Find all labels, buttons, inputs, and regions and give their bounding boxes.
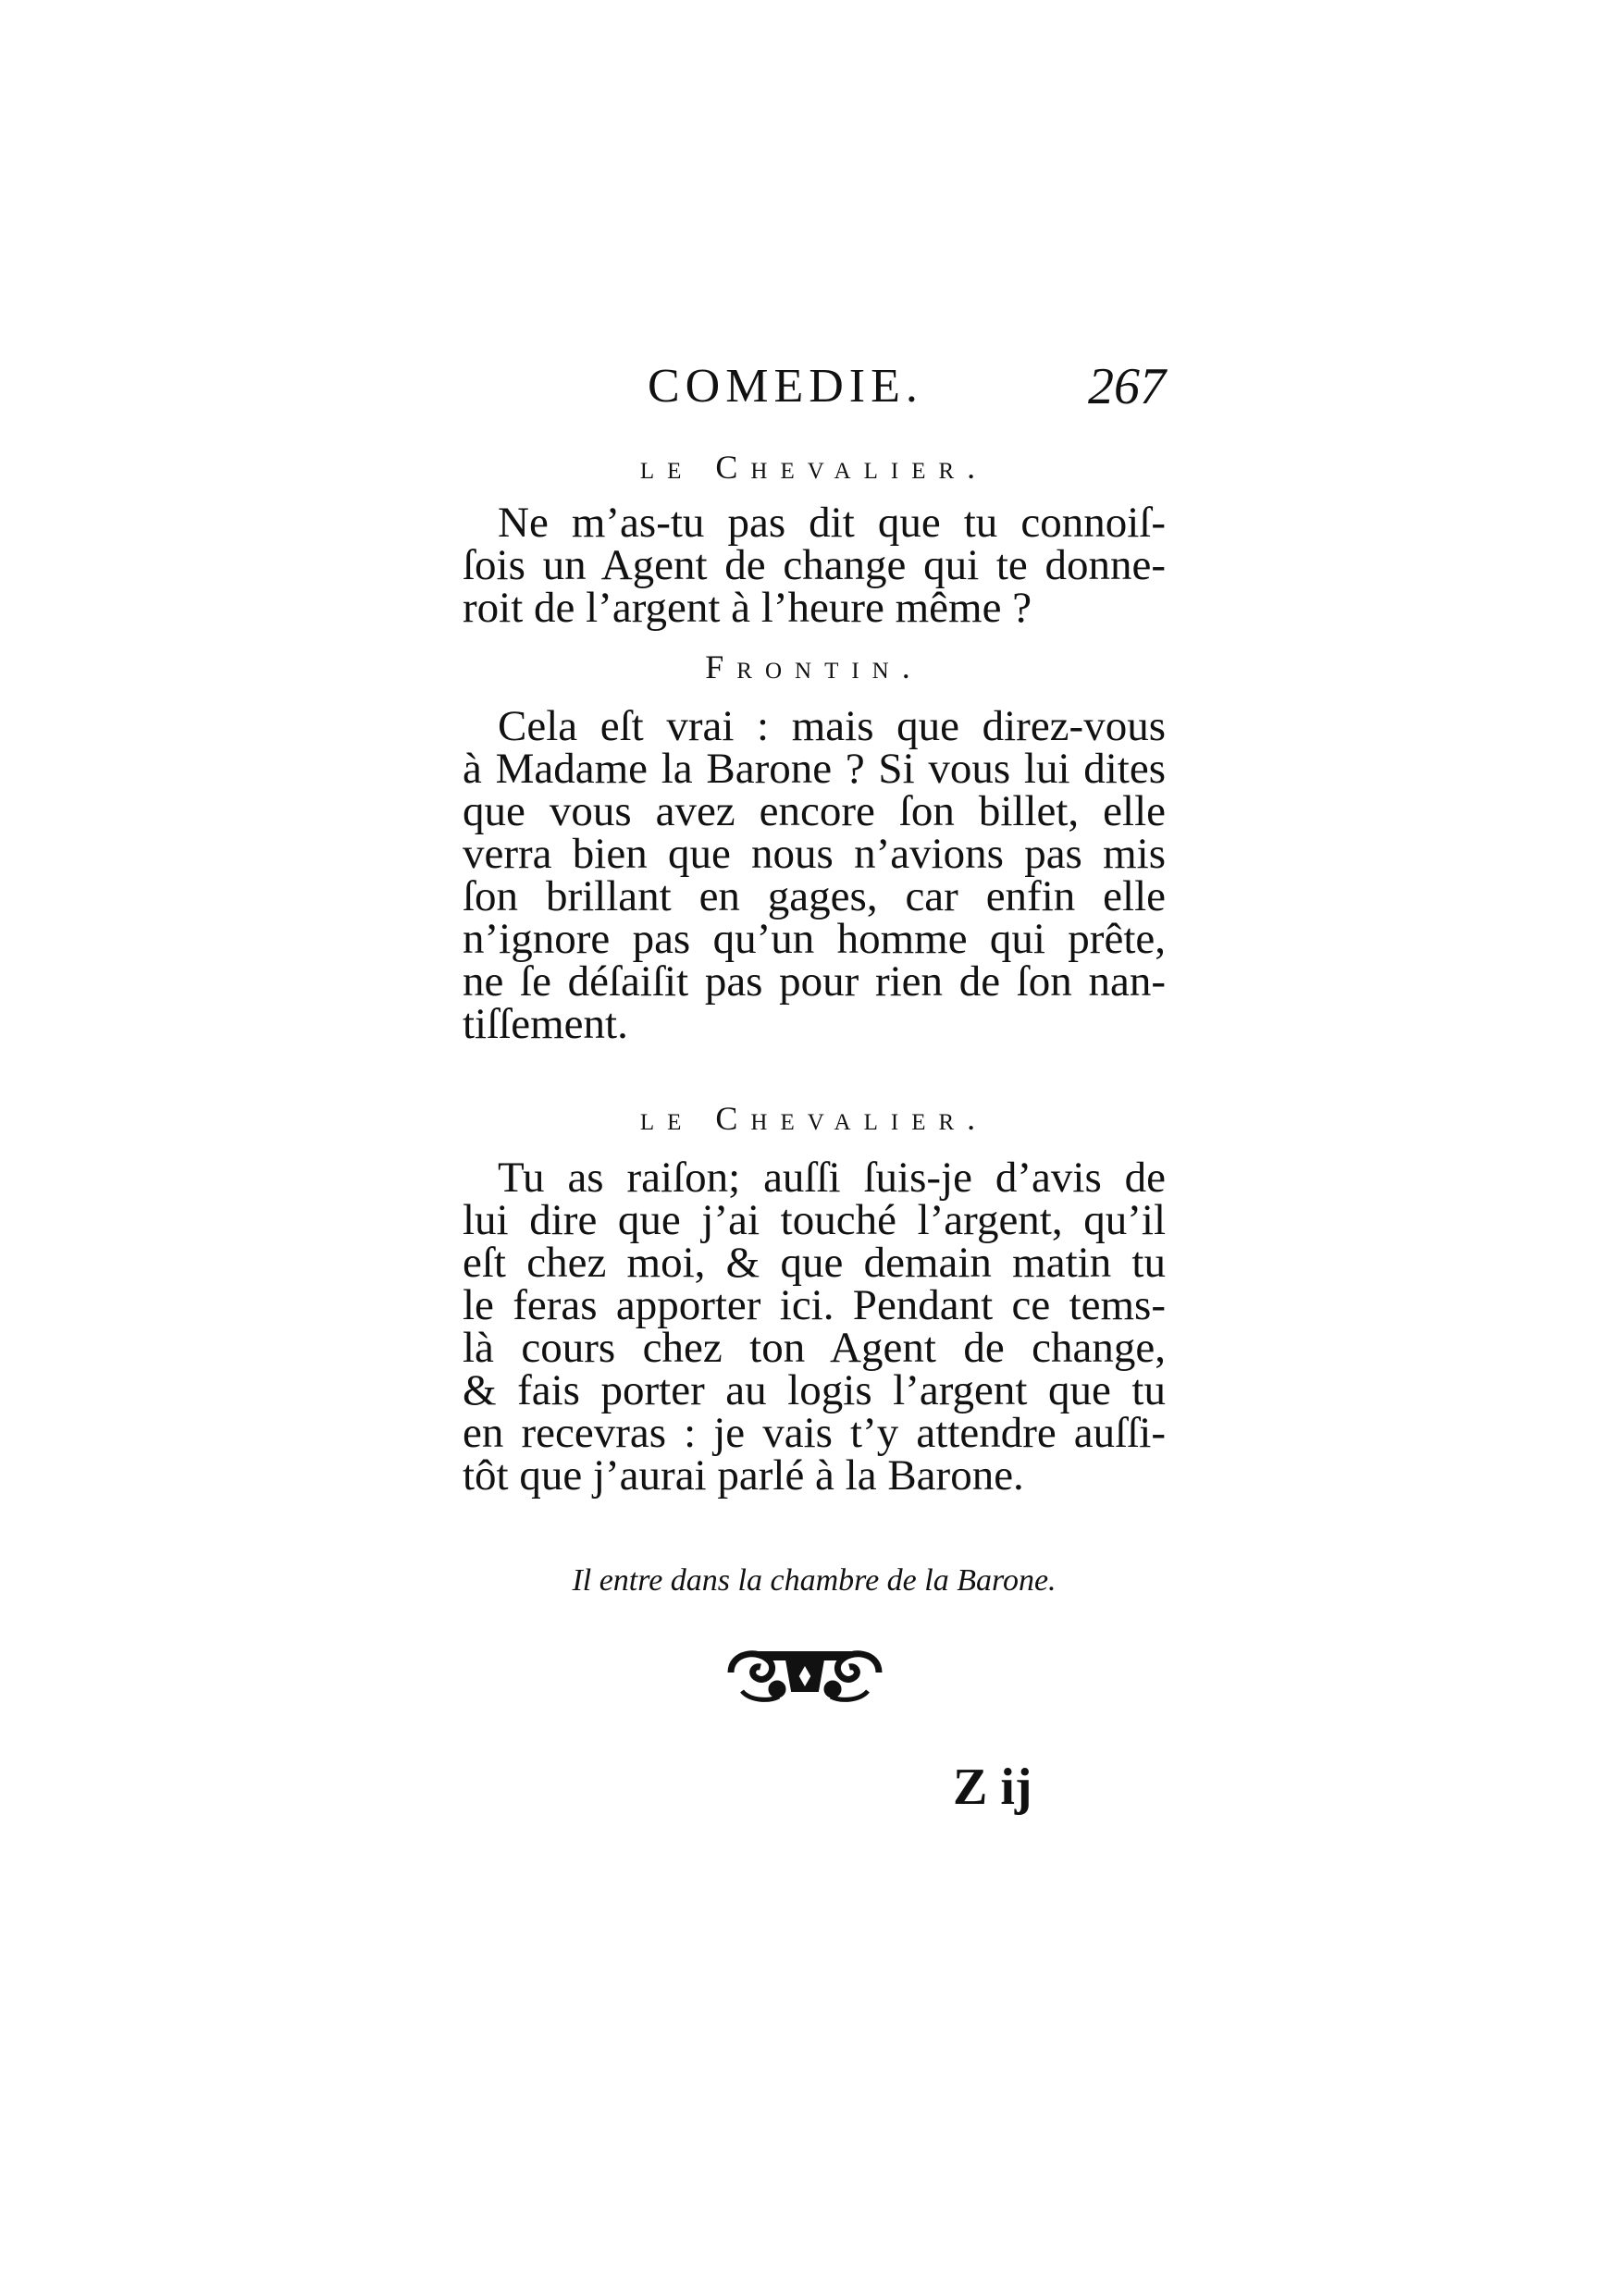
text-line: que vous avez encore ſon billet, elle [463,787,1166,835]
text-line: là cours chez ton Agent de change, [463,1324,1166,1372]
text-line: eſt chez moi, & que demain matin tu [463,1239,1166,1287]
page-number: 267 [1088,358,1166,415]
text-line: tôt que j’aurai parlé à la Barone. [463,1451,1024,1500]
text-line: n’ignore pas qu’un homme qui prête, [463,915,1166,963]
text-line: ne ſe déſaiſit pas pour rien de ſon nan- [463,957,1166,1006]
speech-paragraph [463,499,1166,632]
text-line: ſon brillant en gages, car enfin elle [463,872,1166,920]
text-line: roit de l’argent à l’heure même ? [463,584,1032,632]
running-title: COMEDIE. [648,360,923,413]
text-line: le feras apporter ici. Pendant ce tems- [463,1281,1166,1329]
text-line: Cela eſt vrai : mais que direz-vous [498,702,1166,750]
text-line: & fais porter au logis l’argent que tu [463,1366,1166,1414]
text-line: ſois un Agent de change qui te donne- [463,541,1166,589]
speech-paragraph [463,702,1166,1048]
signature-mark: Z ij [953,1759,1032,1816]
speaker-name: Frontin. [705,648,923,685]
text-line: verra bien que nous n’avions pas mis [463,830,1166,878]
fleuron-ornament-icon [722,1636,888,1710]
text-line: à Madame la Barone ? Si vous lui dites [463,745,1166,793]
speech-paragraph [463,1154,1166,1500]
text-line: lui dire que j’ai touché l’argent, qu’il [463,1196,1166,1244]
text-line: tiſſement. [463,1000,628,1048]
text-line: Tu as raiſon; auſſi ſuis-je d’avis de [498,1154,1166,1202]
text-line: en recevras : je vais t’y attendre auſſi- [463,1409,1166,1457]
speaker-name: le Chevalier. [639,449,989,486]
page-header [648,359,1166,433]
stage-direction: Il entre dans la chambre de la Barone. [572,1563,1057,1598]
speaker-name: le Chevalier. [639,1100,989,1137]
text-line: Ne m’as-tu pas dit que tu connoiſ- [498,499,1166,547]
